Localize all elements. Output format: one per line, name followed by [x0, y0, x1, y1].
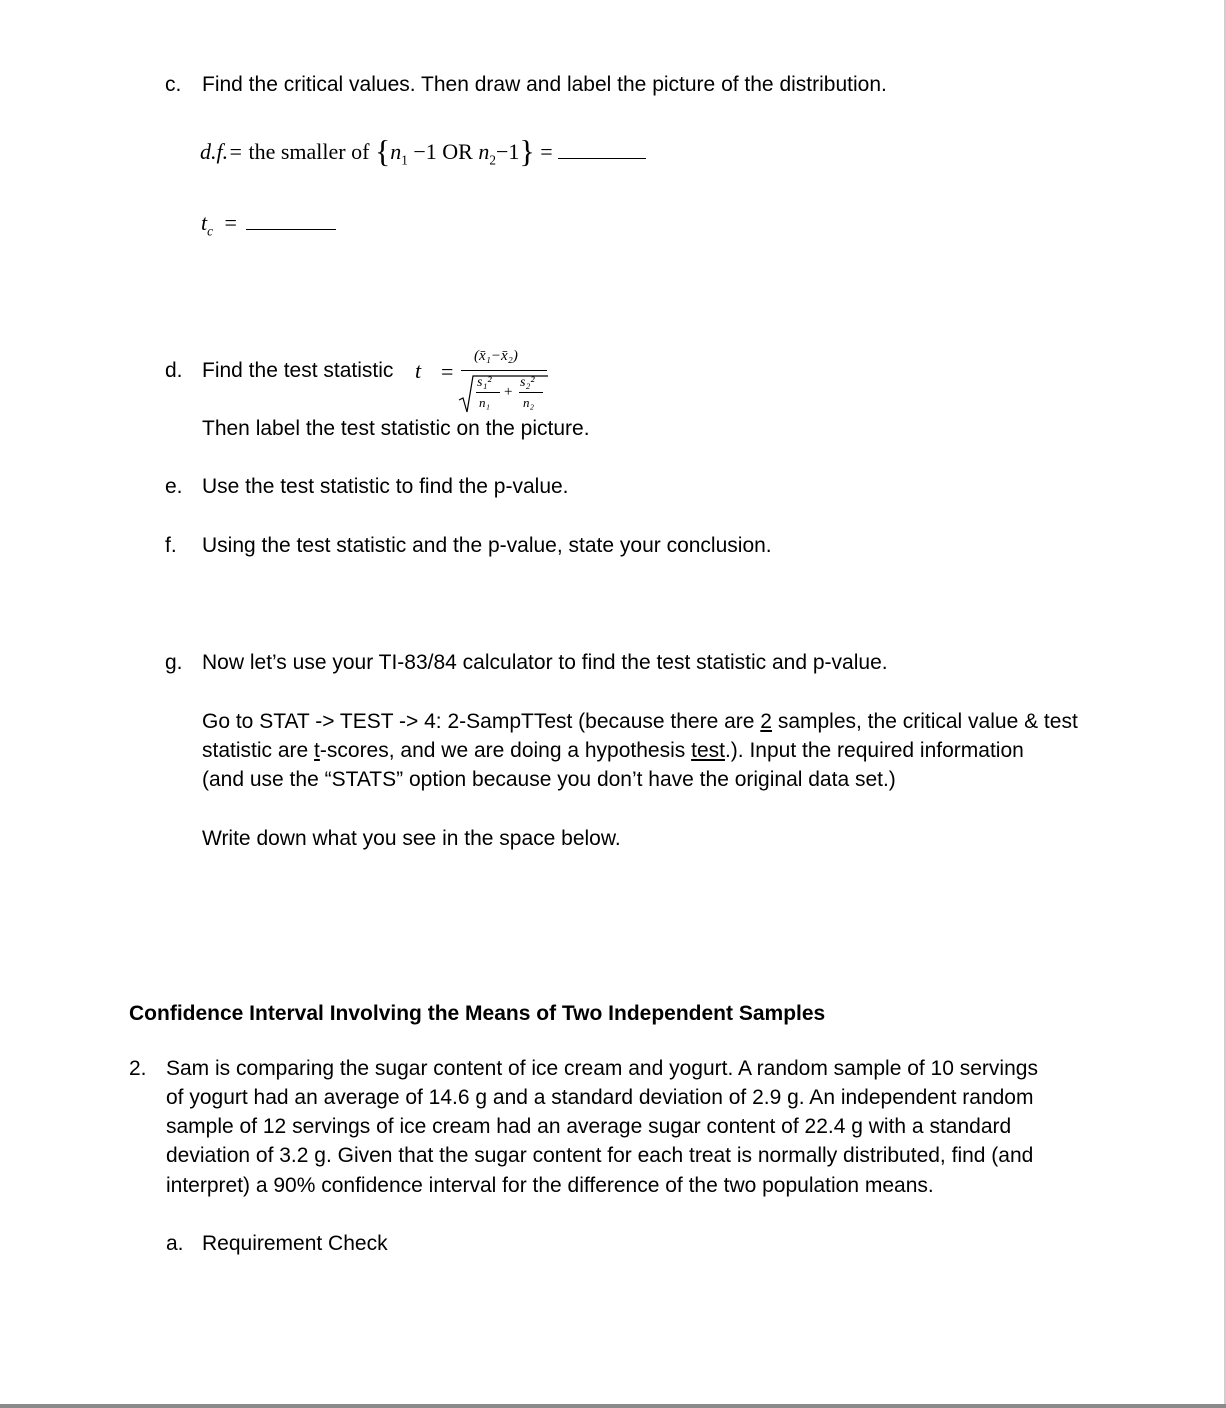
question-number: 2. — [129, 1057, 147, 1080]
question-line-1: Sam is comparing the sugar content of ice cream and yogurt. A random sample of 10 servings — [166, 1057, 1038, 1080]
right-brace-symbol: } — [519, 133, 535, 169]
part-d-letter: d. — [165, 359, 183, 382]
part-e-text: Use the test statistic to find the p-value. — [202, 475, 569, 498]
p1-line2-underlined-test: test — [691, 739, 725, 762]
question-line-5: interpret) a 90% confidence interval for the difference of the two population means. — [166, 1174, 934, 1197]
part-f-letter: f. — [165, 534, 177, 557]
sub-fraction-plus: + — [504, 384, 513, 400]
part-g-p1-line2 — [202, 736, 1024, 765]
question-line-3: sample of 12 servings of ice cream had an average sugar content of 22.4 g with a standard — [166, 1115, 1012, 1138]
tc-label: t — [201, 210, 208, 235]
question-line-4: deviation of 3.2 g. Given that the sugar content for each treat is normally distributed, find (and — [166, 1144, 1034, 1167]
p1-line1-underlined: 2 — [760, 710, 772, 733]
part-c-letter: c. — [165, 73, 182, 96]
sub-a-letter: a. — [166, 1232, 184, 1255]
part-f-text: Using the test statistic and the p-value, state your conclusion. — [202, 534, 772, 557]
tc-answer-blank — [246, 228, 336, 230]
part-e-letter: e. — [165, 475, 183, 498]
bottom-edge — [0, 1404, 1226, 1408]
part-g-p1-line3: (and use the “STATS” option because you don’t have the original data set.) — [202, 768, 896, 791]
df-n1: n — [390, 139, 402, 164]
left-brace-symbol: { — [374, 133, 391, 169]
test-stat-var: t — [415, 358, 422, 383]
part-g-p1-line1 — [202, 707, 1078, 736]
part-c-text: Find the critical values. Then draw and label the picture of the distribution. — [202, 73, 887, 96]
fraction-bar — [461, 370, 547, 371]
tc-equals: = — [224, 210, 237, 235]
df-answer-blank — [558, 157, 646, 159]
tc-formula — [201, 208, 336, 245]
sub-a-text: Requirement Check — [202, 1232, 388, 1255]
df-equals: = — [540, 139, 553, 164]
df-formula — [200, 133, 646, 174]
sub-fraction-n2: n₂ — [523, 395, 535, 410]
df-n1-sub: 1 — [401, 152, 408, 168]
df-mid: the smaller of — [248, 139, 370, 164]
tc-sub: c — [207, 223, 213, 239]
sub-fraction-s2: s₂² — [520, 375, 535, 390]
part-g-p2: Write down what you see in the space below. — [202, 827, 621, 850]
p1-line2-underlined-t: t — [314, 739, 320, 762]
sub-fraction-n1: n₁ — [479, 395, 491, 410]
df-prefix: d.f.= — [200, 139, 243, 164]
sub-fraction-s1: s₁² — [477, 375, 492, 390]
part-d-then: Then label the test statistic on the picture. — [202, 417, 590, 440]
test-stat-equals: = — [441, 359, 454, 384]
df-minus1a: −1 OR — [413, 139, 473, 164]
part-g-text: Now let’s use your TI-83/84 calculator to find the test statistic and p-value. — [202, 651, 888, 674]
df-n2: n — [478, 139, 490, 164]
p1-line1-a: Go to STAT -> TEST -> 4: 2-SampTTest (because there are — [202, 710, 761, 733]
p1-line2-c: .). Input the required information — [724, 739, 1024, 762]
question-line-2: of yogurt had an average of 14.6 g and a standard deviation of 2.9 g. An independent random — [166, 1086, 1034, 1109]
fraction-numerator: (x̄₁−x̄₂) — [474, 348, 518, 364]
part-g-letter: g. — [165, 651, 183, 674]
p1-line2-b: -scores, and we are doing a hypothesis — [319, 739, 692, 762]
section-heading: Confidence Interval Involving the Means of Two Independent Samples — [129, 1002, 826, 1025]
sub-fraction-bar-2 — [519, 392, 543, 393]
p1-line1-b: samples, the critical value & test — [771, 710, 1078, 733]
sub-fraction-bar-1 — [476, 392, 500, 393]
df-n2-sub: 2 — [489, 152, 496, 168]
p1-line2-a: statistic are — [202, 739, 315, 762]
df-minus1b: −1 — [495, 139, 520, 164]
part-d-text: Find the test statistic — [202, 359, 394, 382]
